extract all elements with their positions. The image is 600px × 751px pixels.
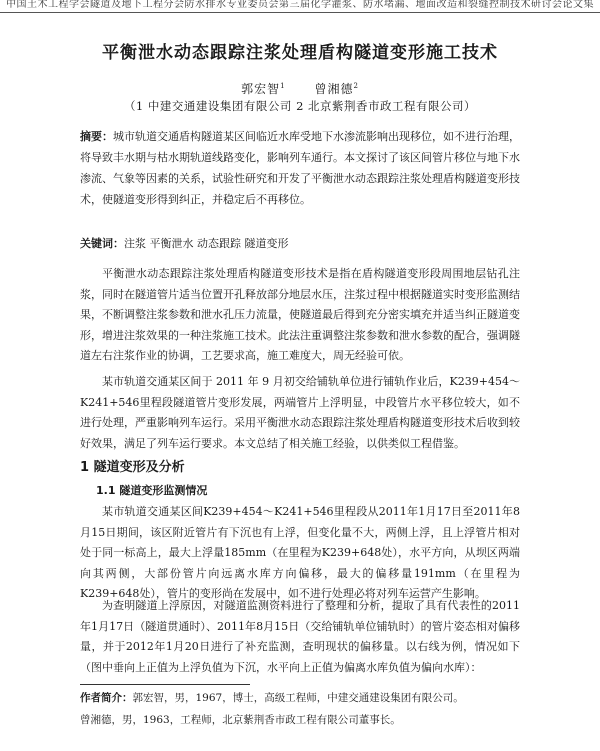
subsection-heading: 1.1 隧道变形监测情况	[96, 484, 208, 497]
body-paragraph-4: 为查明隧道上浮原因，对隧道监测资料进行了整理和分析，提取了具有代表性的2011年1月17日（隧道贯通时）、2011年8月15日（交给铺轨单位铺轨时）的管片姿态相对偏移量，并于2012年1月20日进行了补充监测，查明现状的偏移量。以右线为例，情况如下（图中垂向上正值为上浮负值为下沉，水平向上正值为偏离水库负值为偏向水库）：	[80, 599, 520, 674]
intro-paragraph-1: 平衡泄水动态跟踪注浆处理盾构隧道变形技术是指在盾构隧道变形段周围地层钻孔注浆，同时在隧道管片适当位置开孔释放部分地层水压，注浆过程中根据隧道实时变形监测结果，不断调整注浆参数和泄水孔压力流量，使隧道最后得到充分密实填充并适当纠正隧道变形，增进注浆效果的一种注浆施工技术。此法注重调整注浆参数和泄水参数的配合，强调隧道左右注浆作业的协调，工艺要求高，施工难度大，周无经验可依。	[80, 267, 520, 362]
footnote-line-1: 郭宏智，男，1967，博士，高级工程师，中建交通建设集团有限公司。	[132, 692, 464, 704]
paper-title: 平衡泄水动态跟踪注浆处理盾构隧道变形施工技术	[102, 43, 498, 63]
footnote-divider	[80, 684, 250, 685]
keywords-text: 注浆 平衡泄水 动态跟踪 隧道变形	[124, 237, 289, 250]
author-mark: 1	[280, 82, 286, 90]
section-heading: 1 隧道变形及分析	[80, 460, 185, 475]
author-name: 郭宏智	[241, 82, 281, 96]
abstract-label: 摘要：	[80, 130, 113, 143]
author-name: 曾湘德	[314, 82, 354, 96]
keywords	[80, 234, 520, 254]
footnote-author-2: 曾湘德，男，1963，工程师，北京紫荆香市政工程有限公司董事长。	[80, 714, 401, 726]
footnote-label: 作者简介：	[80, 692, 133, 704]
author-mark: 2	[353, 82, 359, 90]
intro-paragraph-2: 某市轨道交通某区间于 2011 年 9 月初交给铺轨单位进行铺轨作业后，K239+454～K241+546里程段隧道管片变形发展，两端管片上浮明显，中段管片水平移位较大，如不进行处理，严重影响列车运行。采用平衡泄水动态跟踪注浆处理盾构隧道变形技术后收到较好效果，满足了列车运行要求。本文总结了相关施工经验，以供类似工程借鉴。	[80, 375, 520, 450]
body-paragraph-3: 某市轨道交通某区间K239+454～K241+546里程段从2011年1月17日至2011年8月15日期间，该区附近管片有下沉也有上浮，但变化量不大，两侧上浮，且上浮管片相对处于同一标高上，最大上浮量185mm（在里程为K239+648处），水平方向，从坝区两端向其两侧，大部份管片向远离水库方向偏移，最大的偏移量191mm（在里程为K239+648处），管片的变形尚在发展中，如不进行处理必将对列车运营产生影响。	[80, 505, 520, 600]
footnote-author-1	[80, 690, 540, 706]
keywords-label: 关键词：	[80, 237, 124, 250]
abstract-text: 城市轨道交通盾构隧道某区间临近水库受地下水渗流影响出现移位，如不进行治理，将导致丰水期与枯水期轨道线路变化，影响列车通行。本文探讨了该区间管片移位与地下水渗流、气象等因素的关系，试验性研究和开发了平衡泄水动态跟踪注浆处理盾构隧道变形技术，使隧道变形得到纠正，并稳定后不再移位。	[80, 130, 520, 206]
abstract	[80, 126, 520, 210]
author-list	[0, 80, 600, 97]
affiliation: （1 中建交通建设集团有限公司 2 北京紫荆香市政工程有限公司）	[123, 99, 477, 113]
running-header: 中国土木工程学会隧道及地下工程分会防水排水专业委员会第三届化学灌浆、防水堵漏、地面改造和裂缝控制技术研讨会论文集	[0, 0, 600, 13]
